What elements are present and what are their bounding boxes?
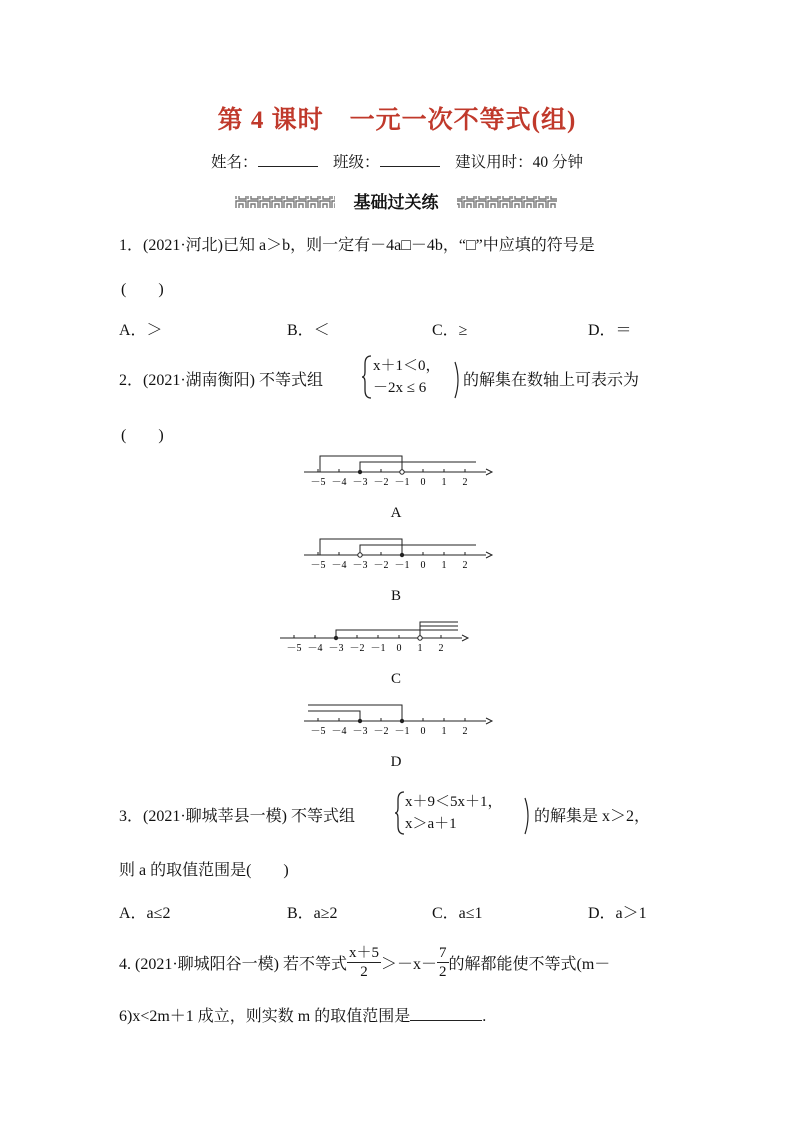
q4-line2-text: 6)x<2m＋1 成立，则实数 m 的取值范围是 xyxy=(119,1008,411,1025)
q3-stem-line2: 则 a 的取值范围是( ) xyxy=(119,862,289,879)
tick-label: 2 xyxy=(462,477,468,488)
q1-option-a: A．＞ xyxy=(119,322,163,339)
tick-label: －3 xyxy=(328,643,344,654)
q4-frac2-numerator: 7 xyxy=(439,944,447,961)
tick-label: －2 xyxy=(373,560,389,571)
time-label: 建议用时：40 分钟 xyxy=(455,154,583,171)
section-title: 基础过关练 xyxy=(353,193,439,213)
tick-label: 2 xyxy=(438,643,444,654)
q1-option-b: B．＜ xyxy=(287,322,330,339)
q3-option-b: B．a≥2 xyxy=(287,905,338,922)
q2-stem-suffix: 的解集在数轴上可表示为 xyxy=(463,372,640,389)
figure-label-d: D xyxy=(390,754,402,770)
q3-right-paren xyxy=(523,796,533,836)
tick-label: －1 xyxy=(394,726,410,737)
figure-label-c: C xyxy=(390,671,401,687)
tick-label: －2 xyxy=(373,477,389,488)
q2-left-brace xyxy=(361,354,373,400)
tick-label: 0 xyxy=(420,477,426,488)
q4-stem-line1 xyxy=(119,942,610,982)
q4-prefix: 4. (2021·聊城阳谷一模) 若不等式 xyxy=(119,955,347,973)
q4-frac1-denominator: 2 xyxy=(360,963,368,980)
tick-label: －3 xyxy=(352,477,368,488)
tick-label: 0 xyxy=(396,643,402,654)
q4-answer-blank xyxy=(410,1006,482,1021)
tick-label: 0 xyxy=(420,726,426,737)
tick-label: 2 xyxy=(462,560,468,571)
number-line-b xyxy=(300,535,500,575)
tick-label: －1 xyxy=(394,477,410,488)
q4-frac2-denominator: 2 xyxy=(439,963,447,980)
q4-fraction-1 xyxy=(347,944,381,981)
tick-label: 1 xyxy=(441,477,447,488)
q3-stem-prefix: 3．(2021·聊城莘县一模) 不等式组 xyxy=(119,808,355,825)
q2-system-line2: －2x ≤ 6 xyxy=(373,380,427,396)
q3-option-d: D．a＞1 xyxy=(588,905,647,922)
q1-option-d: D．＝ xyxy=(588,322,632,339)
tick-label: －4 xyxy=(307,643,323,654)
q3-system-line1: x＋9＜5x＋1， xyxy=(405,794,503,810)
q4-frac1-numerator: x＋5 xyxy=(349,944,380,961)
number-line-d xyxy=(300,701,500,741)
tick-label: 1 xyxy=(417,643,423,654)
number-line-c xyxy=(276,618,476,658)
q3-option-a: A．a≤2 xyxy=(119,905,171,922)
tick-label: －1 xyxy=(394,560,410,571)
tick-label: 1 xyxy=(441,560,447,571)
q1-option-c: C．≥ xyxy=(432,322,468,339)
tick-label: 1 xyxy=(441,726,447,737)
class-blank xyxy=(380,152,440,167)
q2-right-paren xyxy=(453,360,463,400)
q4-stem-line2 xyxy=(119,1003,486,1026)
tick-label: 0 xyxy=(420,560,426,571)
tick-label: －4 xyxy=(331,477,347,488)
tick-label: －3 xyxy=(352,726,368,737)
q1-answer-paren: ( ) xyxy=(121,281,164,298)
student-info-line xyxy=(0,150,794,172)
tick-label: －2 xyxy=(373,726,389,737)
tick-label: －5 xyxy=(286,643,302,654)
name-label: 姓名： xyxy=(211,154,258,171)
figure-label-a: A xyxy=(390,505,402,521)
q4-suffix: 的解都能使不等式(m－ xyxy=(448,955,611,973)
tick-label: －5 xyxy=(310,560,326,571)
q3-stem-suffix: 的解集是 x＞2， xyxy=(534,808,651,825)
q4-fraction-2 xyxy=(437,944,449,981)
tick-label: －1 xyxy=(370,643,386,654)
tick-label: －3 xyxy=(352,560,368,571)
tick-label: －4 xyxy=(331,560,347,571)
q3-system-line2: x＞a＋1 xyxy=(405,816,457,832)
tick-label: 2 xyxy=(462,726,468,737)
q2-answer-paren: ( ) xyxy=(121,427,164,444)
tick-label: －2 xyxy=(349,643,365,654)
q1-stem: 1．(2021·河北)已知 a＞b，则一定有－4a□－4b，“□”中应填的符号是 xyxy=(119,237,595,254)
figure-label-b: B xyxy=(390,588,401,604)
tick-label: －4 xyxy=(331,726,347,737)
number-line-a xyxy=(300,452,500,492)
name-blank xyxy=(258,152,318,167)
q4-end: . xyxy=(482,1008,487,1025)
section-banner xyxy=(235,188,557,212)
tick-label: －5 xyxy=(310,477,326,488)
tick-label: －5 xyxy=(310,726,326,737)
q2-system-line1: x＋1＜0， xyxy=(373,358,441,374)
q2-stem-prefix: 2．(2021·湖南衡阳) 不等式组 xyxy=(119,372,323,389)
page-title: 第 4 课时 一元一次不等式(组) xyxy=(217,107,577,134)
q3-option-c: C．a≤1 xyxy=(432,905,483,922)
q4-middle: ＞－x－ xyxy=(381,955,438,973)
class-label: 班级： xyxy=(333,154,380,171)
